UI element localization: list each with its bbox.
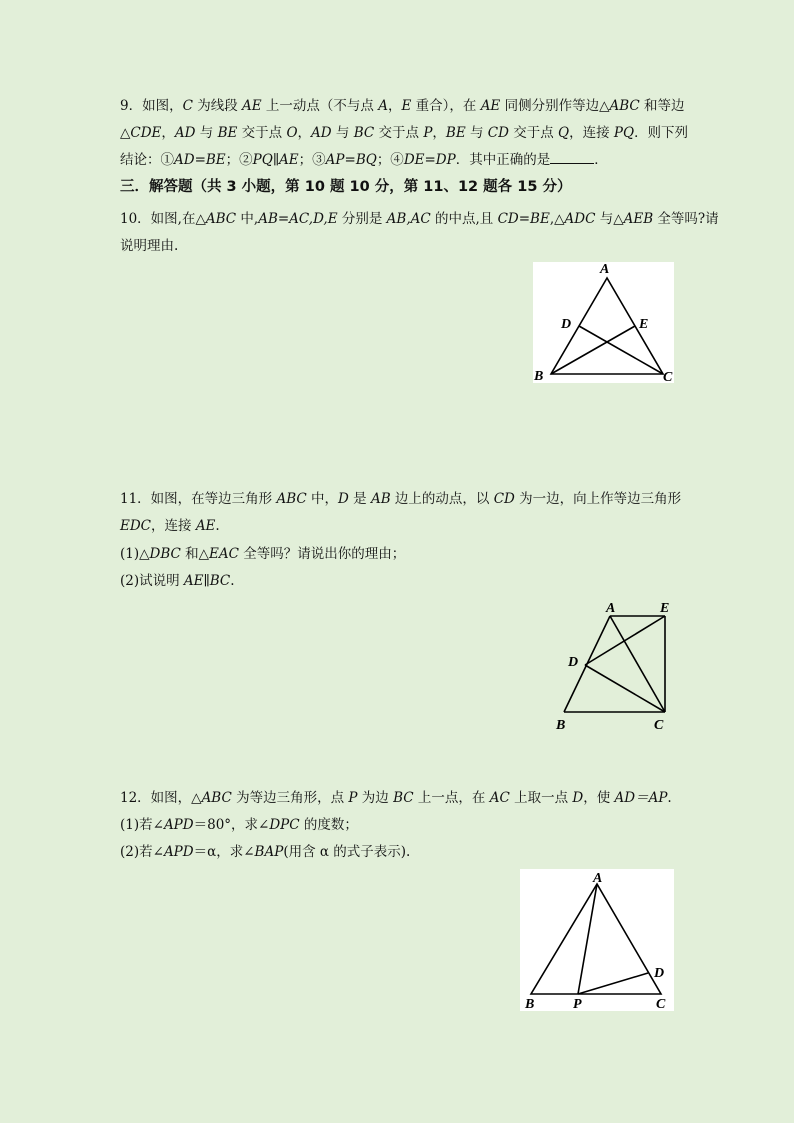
label-c: C [663, 370, 673, 383]
label-a: A [606, 601, 616, 616]
q10-line-2: 说明理由. [120, 238, 179, 254]
q12-line-1: 12．如图，△ABC 为等边三角形，点 P 为边 BC 上一点，在 AC 上取一点 D，使 AD＝AP. [120, 790, 672, 806]
q9-line-1: 9．如图，C 为线段 AE 上一动点（不与点 A，E 重合），在 AE 同侧分别作等边△ABC 和等边 [120, 98, 685, 114]
answer-blank[interactable] [550, 151, 594, 164]
label-b: B [534, 369, 544, 383]
label-a: A [600, 262, 610, 277]
label-c: C [654, 718, 664, 732]
label-d: D [561, 317, 572, 332]
q11-line-1: 11．如图，在等边三角形 ABC 中，D 是 AB 边上的动点，以 CD 为一边，向上作等边三角形 [120, 491, 682, 507]
q10-line-1: 10．如图,在△ABC 中,AB=AC,D,E 分别是 AB,AC 的中点,且 CD=BE,△ADC 与△AEB 全等吗?请 [120, 211, 719, 227]
q12-figure [520, 869, 674, 1011]
label-b: B [556, 718, 566, 732]
section-heading: 三．解答题（共 3 小题，第 10 题 10 分，第 11、12 题各 15 分） [120, 179, 572, 195]
q9-line-2: △CDE，AD 与 BE 交于点 O，AD 与 BC 交于点 P，BE 与 CD 交于点 Q，连接 PQ．则下列 [120, 125, 689, 141]
label-p: P [573, 997, 582, 1011]
label-e: E [639, 317, 649, 332]
q11-figure [554, 598, 678, 732]
q11-line-3: (1)△DBC 和△EAC 全等吗？请说出你的理由； [120, 546, 406, 562]
q12-line-2: (1)若∠APD＝80°，求∠DPC 的度数； [120, 817, 358, 833]
segment-ac [610, 616, 665, 712]
q12-line-3: (2)若∠APD＝α，求∠BAP(用含 α 的式子表示). [120, 844, 411, 860]
label-d: D [568, 655, 579, 670]
label-d: D [654, 966, 665, 981]
segment-dc [585, 665, 665, 712]
label-e: E [660, 601, 670, 616]
label-a: A [593, 871, 603, 886]
segment-de [585, 616, 665, 665]
label-b: B [525, 997, 535, 1011]
label-c: C [656, 997, 666, 1011]
triangle-abc [531, 884, 661, 994]
segment-pd [578, 973, 648, 994]
q11-line-4: (2)试说明 AE∥BC. [120, 573, 235, 589]
q11-line-2: EDC，连接 AE. [120, 518, 220, 534]
q9-line-3: 结论：①AD=BE；②PQ∥AE；③AP=BQ；④DE=DP．其中正确的是 ． [120, 152, 608, 168]
q10-figure [533, 262, 674, 383]
